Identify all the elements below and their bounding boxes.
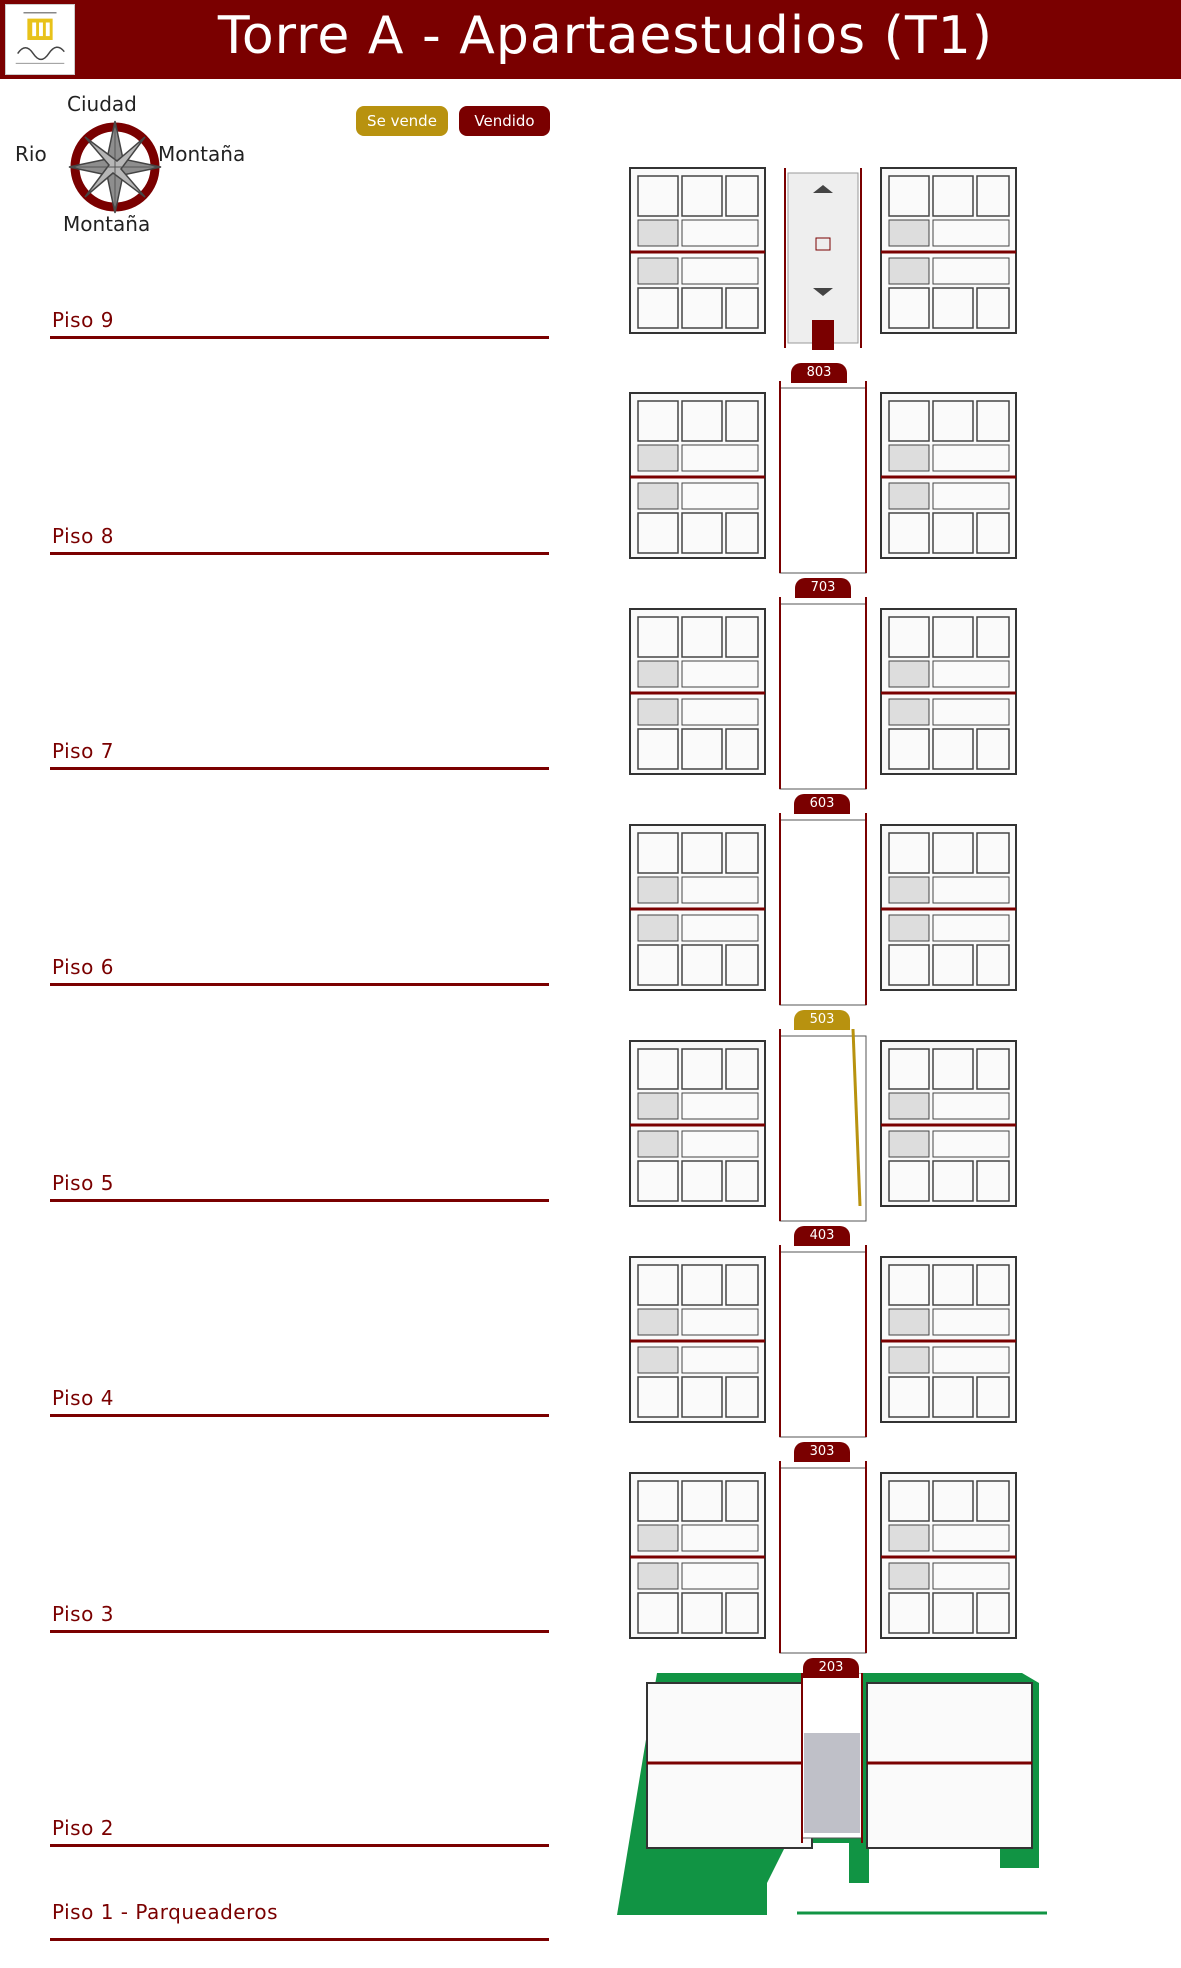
floor-plan-9[interactable] [620,158,1026,366]
floor-label-8[interactable]: Piso 8 [52,524,114,548]
floor-label-2[interactable]: Piso 2 [52,1816,114,1840]
floor-label-4[interactable]: Piso 4 [52,1386,114,1410]
page-header [0,0,1181,79]
floor-label-5[interactable]: Piso 5 [52,1171,114,1195]
floor-label-6[interactable]: Piso 6 [52,955,114,979]
floor-plan-5[interactable] [620,1021,1026,1229]
compass-south-label: Montaña [63,212,151,236]
unit-tag-503[interactable]: 503 [794,1010,850,1030]
floor-label-1[interactable]: Piso 1 - Parqueaderos [52,1900,279,1924]
legend-for-sale-badge[interactable]: Se vende [356,106,448,136]
floor-divider [50,1199,549,1202]
floor-divider [50,1938,549,1941]
unit-tag-403[interactable]: 403 [794,1226,850,1246]
floor-divider [50,552,549,555]
floor-label-7[interactable]: Piso 7 [52,739,114,763]
compass-rose [10,92,260,242]
floor-divider [50,1844,549,1847]
compass-west-label: Rio [15,142,47,166]
unit-tag-703[interactable]: 703 [795,578,851,598]
floor-plan-3[interactable] [620,1453,1026,1661]
floor-divider [50,336,549,339]
floor-divider [50,1630,549,1633]
compass-star-icon [65,117,165,217]
floor-divider [50,983,549,986]
unit-tag-603[interactable]: 603 [794,794,850,814]
floor-divider [50,767,549,770]
floor-plan-8[interactable] [620,373,1026,581]
floor-plan-7[interactable] [620,589,1026,797]
unit-tag-803[interactable]: 803 [791,363,847,383]
floor-plan-2[interactable] [617,1673,1047,1915]
floor-divider [50,1414,549,1417]
legend-sold-badge[interactable]: Vendido [459,106,550,136]
floor-label-9[interactable]: Piso 9 [52,308,114,332]
unit-tag-203[interactable]: 203 [803,1658,859,1678]
compass-east-label: Montaña [158,142,246,166]
compass-north-label: Ciudad [67,92,137,116]
unit-tag-303[interactable]: 303 [794,1442,850,1462]
floor-label-3[interactable]: Piso 3 [52,1602,114,1626]
page-title: Torre A - Apartaestudios (T1) [217,6,994,66]
floor-plan-4[interactable] [620,1237,1026,1445]
floor-plan-6[interactable] [620,805,1026,1013]
